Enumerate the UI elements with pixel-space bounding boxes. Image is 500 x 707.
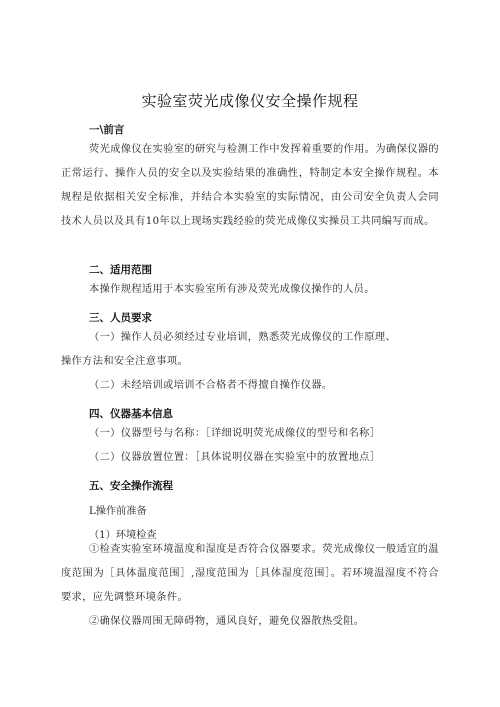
paragraph-preface: 荧光成像仪在实验室的研究与检测工作中发挥着重要的作用。为确保仪器的正常运行、操作人员的安全以及实验结果的准确性，特制定本安全操作规程。本规程是依据相关安全标准，并结合本实验室的实际情况，由公司安全负责人会同技术人员以及具有10年以上现场实践经验的荧光成像仪实操员工共同编写而成。 xyxy=(61,144,439,227)
info-item-2: （二）仪器放置位置：［具体说明仪器在实验室中的放置地点］ xyxy=(89,452,381,463)
process-subheading-2: （1）环境检查 xyxy=(89,530,157,541)
process-subheading-1: L操作前准备 xyxy=(89,506,147,517)
personnel-item-1-line-1: （一）操作人员必须经过专业培训，熟悉荧光成像仪的工作原理、 xyxy=(89,332,397,343)
personnel-item-1-line-2: 操作方法和安全注意事项。 xyxy=(61,356,189,367)
section-heading-process: 五、安全操作流程 xyxy=(89,480,173,492)
section-heading-info: 四、仪器基本信息 xyxy=(89,408,173,420)
personnel-item-2: （二）未经培训或培训不合格者不得擅自操作仪器。 xyxy=(89,380,333,391)
paragraph-scope: 本操作规程适用于本实验室所有涉及荧光成像仪操作的人员。 xyxy=(89,284,375,295)
env-item-2: ②确保仪器周围无障碍物，通风良好，避免仪器散热受阻。 xyxy=(89,616,365,627)
info-item-1: （一）仪器型号与名称：［详细说明荧光成像仪的型号和名称］ xyxy=(89,428,381,439)
env-item-1: ①检查实验室环境温度和湿度是否符合仪器要求。荧光成像仪一般适宜的温度范围为［具体温度范围］,湿度范围为［具体湿度范围］。若环境温湿度不符合要求，应先调整环境条件。 xyxy=(61,544,439,603)
section-heading-personnel: 三、人员要求 xyxy=(89,312,152,324)
section-heading-preface: 一\前言 xyxy=(89,124,125,136)
page-title: 实验室荧光成像仪安全操作规程 xyxy=(141,92,359,110)
section-heading-scope: 二、适用范围 xyxy=(89,264,152,276)
